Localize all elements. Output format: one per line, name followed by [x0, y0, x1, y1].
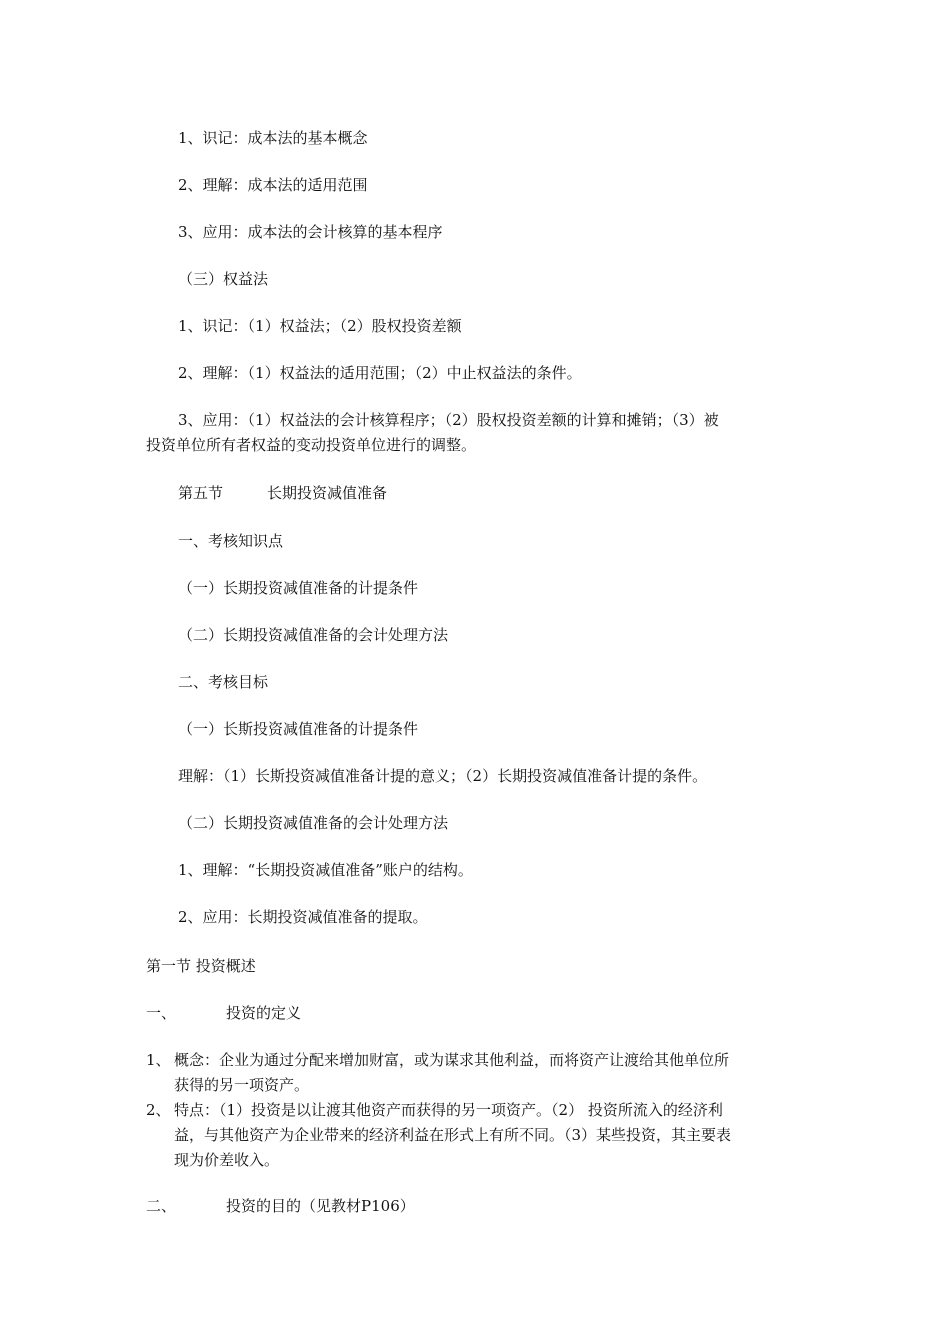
line-goal-impairment-accounting: （二）长期投资减值准备的会计处理方法: [178, 814, 449, 832]
line-equity-understand: 2、理解：（1）权益法的适用范围；（2）中止权益法的条件。: [178, 364, 582, 382]
part2-title: 投资的目的（见教材P106）: [226, 1197, 415, 1215]
line-impairment-accounting: （二）长期投资减值准备的会计处理方法: [178, 626, 449, 644]
part1-title: 投资的定义: [226, 1004, 302, 1022]
line-cost-method-memorize: 1、识记：成本法的基本概念: [178, 129, 368, 147]
paragraph-equity-apply-line1: 3、应用：（1）权益法的会计核算程序；（2）股权投资差额的计算和摊销；（3）被: [178, 411, 719, 429]
heading-assessment-goals: 二、考核目标: [178, 673, 269, 691]
part2-heading: [146, 1195, 415, 1217]
list-marker: 2、: [146, 1101, 171, 1119]
list-line: 获得的另一项资产。: [174, 1076, 310, 1094]
line-goal-apply: 2、应用：长期投资减值准备的提取。: [178, 908, 428, 926]
paragraph-equity-apply: [146, 408, 806, 458]
section5-label: 第五节: [178, 484, 224, 502]
heading-assessment-points: 一、考核知识点: [178, 532, 284, 550]
line-equity-memorize: 1、识记：（1）权益法；（2）股权投资差额: [178, 317, 462, 335]
line-goal-account-structure: 1、理解：“长期投资减值准备”账户的结构。: [178, 861, 473, 879]
section5-title: 长期投资减值准备: [267, 484, 388, 502]
line-cost-method-understand: 2、理解：成本法的适用范围: [178, 176, 368, 194]
list-line: 概念：企业为通过分配来增加财富，或为谋求其他利益，而将资产让渡给其他单位所: [174, 1051, 730, 1069]
line-goal-understand: 理解：（1）长斯投资减值准备计提的意义；（2）长期投资减值准备计提的条件。: [178, 767, 708, 785]
section1-heading: 第一节 投资概述: [146, 957, 256, 975]
list-line: 特点：（1）投资是以让渡其他资产而获得的另一项资产。（2） 投资所流入的经济利: [174, 1101, 723, 1119]
part1-marker: 一、: [146, 1004, 177, 1022]
paragraph-equity-apply-line2: 投资单位所有者权益的变动投资单位进行的调整。: [146, 436, 477, 454]
list-line: 现为价差收入。: [174, 1151, 280, 1169]
section5-heading: [178, 482, 387, 504]
list-marker: 1、: [146, 1051, 171, 1069]
list-line: 益，与其他资产为企业带来的经济利益在形式上有所不同。（3）某些投资，其主要表: [174, 1126, 732, 1144]
line-goal-impairment-conditions: （一）长斯投资减值准备的计提条件: [178, 720, 419, 738]
part2-marker: 二、: [146, 1197, 177, 1215]
part1-heading: [146, 1002, 301, 1024]
heading-equity-method: （三）权益法: [178, 270, 269, 288]
line-cost-method-apply: 3、应用：成本法的会计核算的基本程序: [178, 223, 443, 241]
line-impairment-conditions: （一）长期投资减值准备的计提条件: [178, 579, 419, 597]
